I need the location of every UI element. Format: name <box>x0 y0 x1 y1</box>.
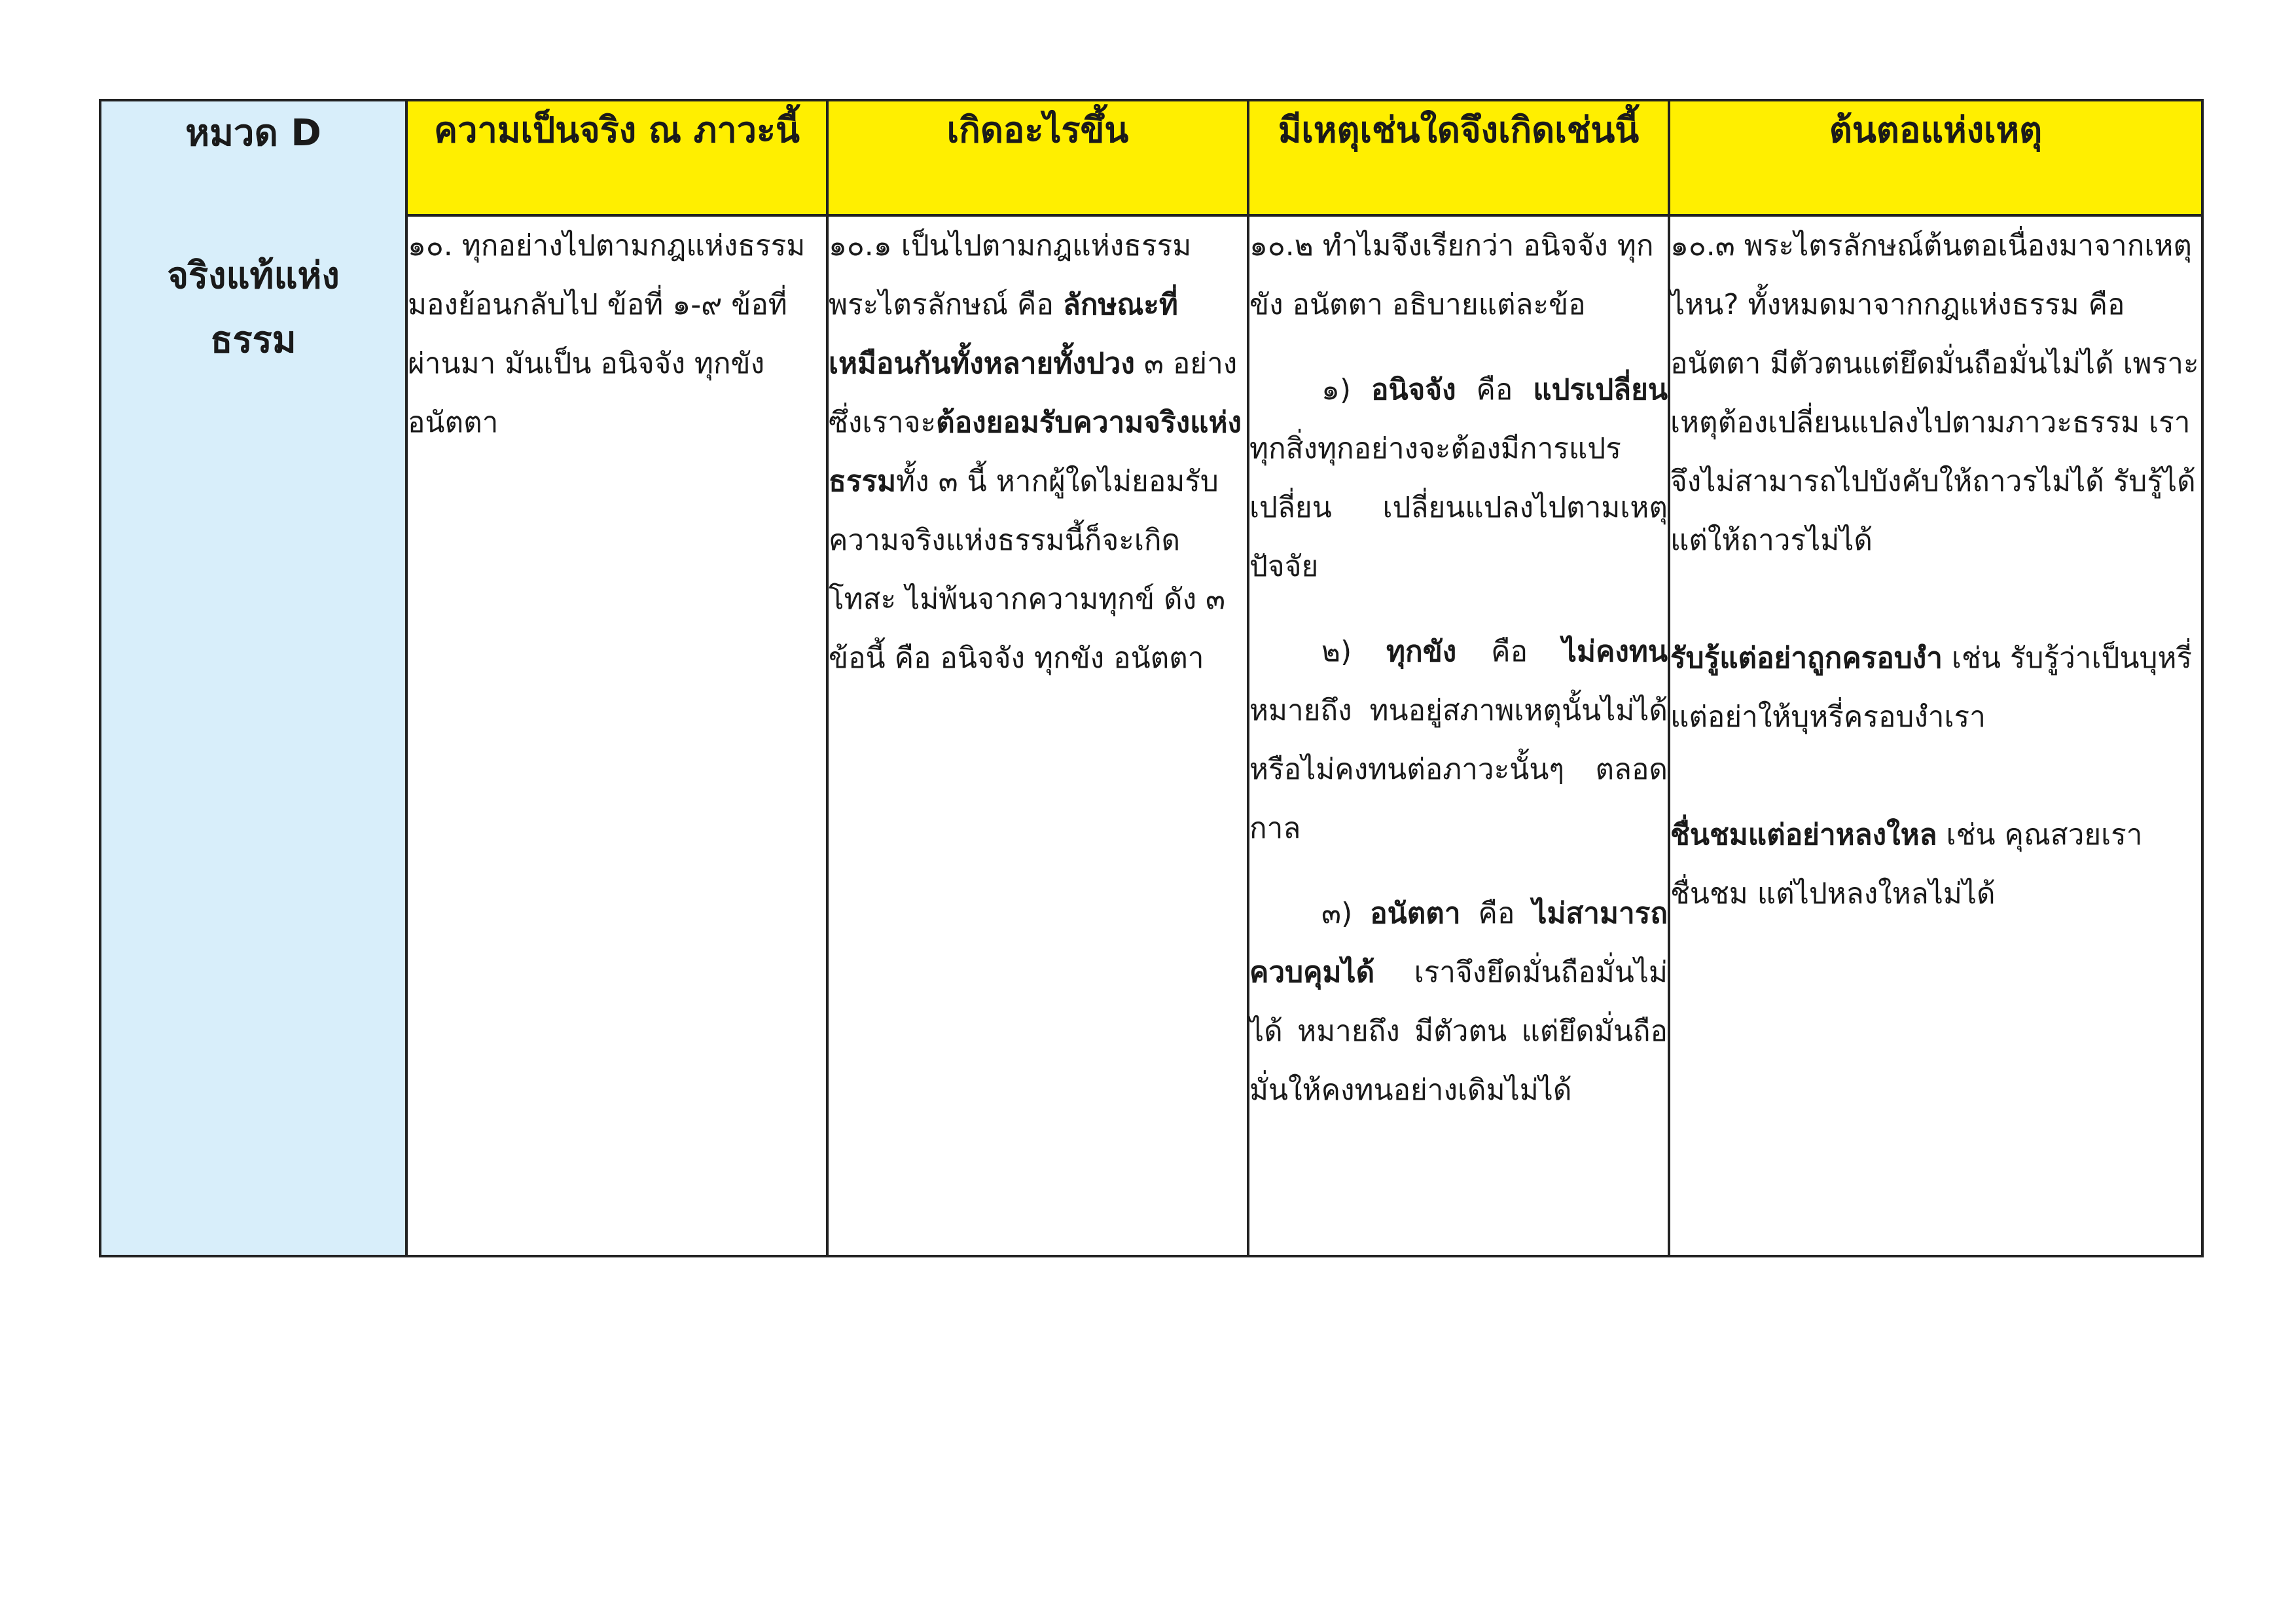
text-run: คือ <box>1456 373 1534 406</box>
header-cause: มีเหตุเช่นใดจึงเกิดเช่นนี้ <box>1248 100 1669 215</box>
anatta-paragraph <box>1249 884 1668 1120</box>
dukkha-paragraph <box>1249 623 1668 858</box>
bold-run: ลักษณะที่เหมือนกันทั้งหลายทั้งปวง <box>829 288 1178 380</box>
item-number: ๑) <box>1321 373 1372 406</box>
text-run: เช่น รับรู้ว่าเป็นบุหรี่ แต่อย่าให้บุหรี่ครอบงำเรา <box>1670 641 2193 734</box>
bold-run: ชื่นชมแต่อย่าหลงใหล <box>1670 818 1937 852</box>
dharma-table <box>99 99 2204 1257</box>
category-cell <box>100 100 406 1256</box>
bold-run: ไม่คงทน <box>1562 635 1668 668</box>
category-code: หมวด D <box>185 112 321 154</box>
header-what-happened: เกิดอะไรขึ้น <box>827 100 1248 215</box>
what-happened-cell <box>827 215 1248 1256</box>
text-run: ๓ อย่าง ซึ่งเราจะ <box>829 347 1238 439</box>
text-run: ทุกสิ่งทุกอย่างจะต้องมีการแปรเปลี่ยน เปลี่ยนแปลงไปตามเหตุปัจจัย <box>1249 432 1668 583</box>
text-run: เช่น คุณสวยเราชื่นชม แต่ไปหลงใหลไม่ได้ <box>1670 818 2143 911</box>
text-run: คือ <box>1456 635 1562 668</box>
bold-run: ต้องยอมรับความจริงแห่งธรรม <box>829 406 1242 498</box>
root-cause-intro: ๑๐.๓ พระไตรลักษณ์ต้นตอเนื่องมาจากเหตุไหน? ทั้งหมดมาจากกฎแห่งธรรม คือ อนัตตา มีตัวตนแต่ยึดมั่นถือมั่นไม่ได้ เพราะเหตุต้องเปลี่ยนแปลงไปตามภาวะธรรม เราจึงไม่สามารถไปบังคับให้ถาวรไม่ได้ รับรู้ได้แต่ให้ถาวรไม่ได้ <box>1670 229 2199 557</box>
text-run: หมายถึง ทนอยู่สภาพเหตุนั้นไม่ได้ หรือไม่คงทนต่อภาวะนั้นๆ ตลอดกาล <box>1249 694 1668 845</box>
bold-run: แปรเปลี่ยน <box>1533 373 1668 406</box>
item-number: ๒) <box>1321 635 1387 668</box>
header-root-cause: ต้นตอแห่งเหตุ <box>1669 100 2202 215</box>
text-run: ๑๐.๑ เป็นไปตามกฎแห่งธรรม พระไตรลักษณ์ คือ <box>829 229 1192 321</box>
cause-cell <box>1248 215 1669 1256</box>
what-happened-text <box>829 217 1247 688</box>
reality-cell <box>406 215 827 1256</box>
content-row <box>100 215 2202 1256</box>
bold-run: ทุกขัง <box>1386 635 1457 668</box>
admire-paragraph <box>1670 806 2201 924</box>
reality-text: ๑๐. ทุกอย่างไปตามกฎแห่งธรรม มองย้อนกลับไป ข้อที่ ๑-๙ ข้อที่ผ่านมา มันเป็น อนิจจัง ทุกขัง อนัตตา <box>408 229 806 439</box>
category-title: จริงแท้แห่งธรรม <box>167 255 340 361</box>
text-run: เราจึงยึดมั่นถือมั่นไม่ได้ หมายถึง มีตัวตน แต่ยึดมั่นถือมั่นให้คงทนอย่างเดิมไม่ได้ <box>1249 956 1668 1107</box>
bold-run: อนัตตา <box>1370 897 1461 930</box>
item-number: ๓) <box>1321 897 1371 930</box>
bold-run: รับรู้แต่อย่าถูกครอบงำ <box>1670 641 1943 675</box>
bold-run: อนิจจัง <box>1371 373 1456 406</box>
root-cause-cell <box>1669 215 2202 1256</box>
anicca-paragraph <box>1249 361 1668 596</box>
text-run: คือ <box>1460 897 1533 930</box>
text-run: ทั้ง ๓ นี้ หากผู้ใดไม่ยอมรับความจริงแห่งธรรมนี้ก็จะเกิดโทสะ ไม่พ้นจากความทุกข์ ดัง ๓ ข้อนี้ คือ อนิจจัง ทุกขัง อนัตตา <box>829 465 1226 675</box>
header-reality: ความเป็นจริง ณ ภาวะนี้ <box>406 100 827 215</box>
bold-run: ไม่สามารถควบคุมได้ <box>1249 897 1668 989</box>
header-row <box>100 100 2202 215</box>
cause-intro: ๑๐.๒ ทำไมจึงเรียกว่า อนิจจัง ทุกขัง อนัตตา อธิบายแต่ละข้อ <box>1249 229 1654 321</box>
perceive-paragraph <box>1670 629 2201 747</box>
